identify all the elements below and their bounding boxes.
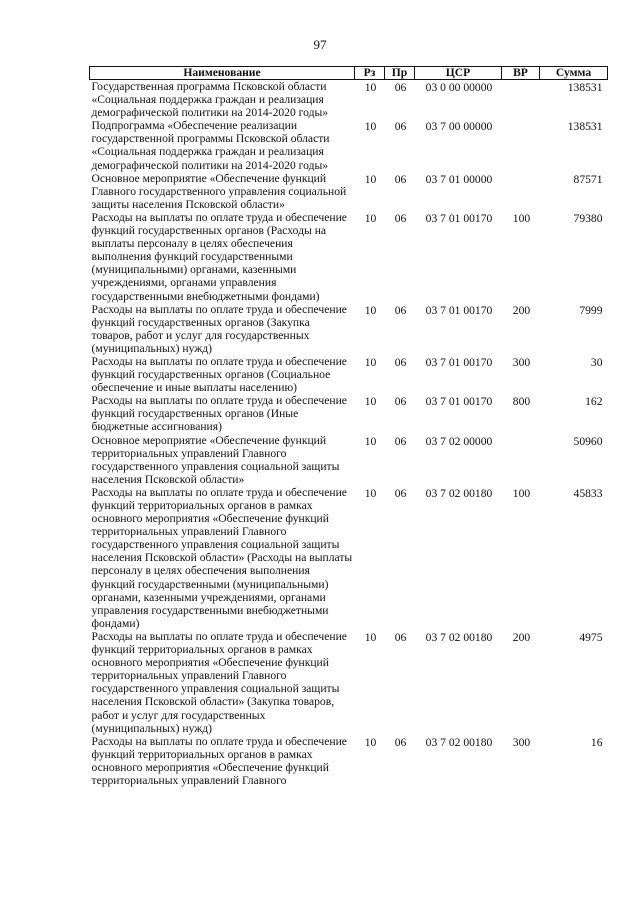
cell-csr: 03 7 01 00170 [425,395,493,409]
cell-name: Расходы на выплаты по оплате труда и обеспечение функций государственных органов (Иные бюджетные ассигнования) [91,394,347,434]
cell-vr: 200 [512,303,531,317]
table-row [90,355,608,394]
table-row [90,303,608,355]
cell-vr: 100 [512,211,531,225]
header-vr: ВР [502,67,540,80]
cell-name: Государственная программа Псковской области «Социальная поддержка граждан и реализация демографической политики на 2014-2020 годы» [91,80,329,120]
cell-name: Расходы на выплаты по оплате труда и обеспечение функций государственных органов (Закупка товаров, работ и услуг для государственных (муниципальных) нужд) [91,302,347,355]
cell-pr: 06 [394,120,407,134]
table-header [90,67,608,80]
cell-rz: 10 [364,211,377,225]
cell-name: Подпрограмма «Обеспечение реализации государственной программы Псковской области «Социальная поддержка граждан и реализация демографической политики на 2014-2020 годы» [91,119,330,172]
cell-sum: 79380 [573,211,603,225]
table-row [90,434,608,486]
table-row [90,211,608,303]
cell-name: Основное мероприятие «Обеспечение функций Главного государственного управления социальной защиты населения Псковской области» [91,171,347,211]
table-row [90,735,608,787]
cell-pr: 06 [394,355,407,369]
cell-sum: 138531 [567,120,603,134]
cell-rz: 10 [364,81,377,94]
cell-pr: 06 [394,81,407,94]
cell-pr: 06 [394,172,407,186]
cell-pr: 06 [394,211,407,225]
cell-csr: 03 7 02 00180 [425,735,493,749]
cell-vr [502,80,540,120]
cell-sum: 30 [590,355,603,369]
cell-rz: 10 [364,630,377,644]
cell-pr: 06 [394,395,407,409]
cell-rz: 10 [364,486,377,500]
cell-sum: 16 [590,735,603,749]
table-row [90,80,608,120]
cell-csr: 03 7 01 00170 [425,303,493,317]
cell-name: Расходы на выплаты по оплате труда и обеспечение функций территориальных органов в рамках основного мероприятия «Обеспечение функций территориальных управлений Главного государственного управления социальной защиты населения Псковской области» (Расходы на выплаты персоналу в целях обеспечения выполнения функций государственными (муниципальными) органами, казенными учреждениями, органами управления государственными внебюджетными фондами) [91,485,353,630]
cell-pr: 06 [394,735,407,749]
cell-vr: 300 [512,355,531,369]
cell-name: Расходы на выплаты по оплате труда и обеспечение функций государственных органов (Расходы на выплаты персоналу в целях обеспечения выполнения функций государственными (муниципальными) органами, казенными учреждениями, органами управления государственными внебюджетными фондами) [91,210,347,303]
cell-vr [502,434,540,486]
page-number: 97 [313,37,327,52]
header-row [90,67,608,80]
cell-vr [502,172,540,211]
cell-rz: 10 [364,735,377,749]
cell-pr: 06 [394,486,407,500]
cell-sum: 50960 [573,434,603,448]
cell-vr: 200 [512,630,531,644]
cell-rz: 10 [364,395,377,409]
budget-table [89,66,608,787]
cell-csr: 03 0 00 00000 [425,81,493,94]
table-row [90,486,608,630]
header-csr: ЦСР [415,67,502,80]
cell-vr [502,119,540,171]
table-row [90,119,608,171]
cell-sum: 87571 [573,172,603,186]
cell-sum: 138531 [567,81,603,94]
cell-rz: 10 [364,120,377,134]
cell-vr: 800 [512,395,531,409]
header-name: Наименование [90,67,355,80]
table-body [90,80,608,788]
header-rz: Рз [355,67,385,80]
cell-name: Расходы на выплаты по оплате труда и обеспечение функций государственных органов (Социальное обеспечение и иные выплаты населению) [91,354,347,395]
cell-vr: 300 [512,735,531,749]
cell-csr: 03 7 02 00180 [425,630,493,644]
cell-sum: 45833 [573,486,603,500]
cell-csr: 03 7 02 00180 [425,486,493,500]
cell-rz: 10 [364,303,377,317]
cell-sum: 162 [585,395,603,409]
cell-rz: 10 [364,355,377,369]
cell-name: Основное мероприятие «Обеспечение функций территориальных управлений Главного государственного управления социальной защиты населения Псковской области» [91,433,340,486]
table-row [90,630,608,735]
cell-csr: 03 7 02 00000 [425,434,493,448]
cell-vr: 100 [512,486,531,500]
cell-rz: 10 [364,172,377,186]
cell-pr: 06 [394,630,407,644]
cell-pr: 06 [394,303,407,317]
header-sum: Сумма [540,67,608,80]
cell-csr: 03 7 01 00170 [425,355,493,369]
cell-rz: 10 [364,434,377,448]
header-pr: Пр [385,67,415,80]
cell-name: Расходы на выплаты по оплате труда и обеспечение функций территориальных органов в рамках основного мероприятия «Обеспечение функций территориальных управлений Главного [91,734,347,787]
cell-sum: 7999 [579,303,603,317]
cell-name: Расходы на выплаты по оплате труда и обеспечение функций территориальных органов в рамках основного мероприятия «Обеспечение функций территориальных управлений Главного государственного управления социальной защиты населения Псковской области» (Закупка товаров, работ и услуг для государственных (муниципальных) нужд) [91,629,347,735]
cell-csr: 03 7 00 00000 [425,120,493,134]
table-row [90,394,608,433]
cell-sum: 4975 [579,630,603,644]
cell-pr: 06 [394,434,407,448]
cell-csr: 03 7 01 00000 [425,172,493,186]
cell-csr: 03 7 01 00170 [425,211,493,225]
table-row [90,172,608,211]
